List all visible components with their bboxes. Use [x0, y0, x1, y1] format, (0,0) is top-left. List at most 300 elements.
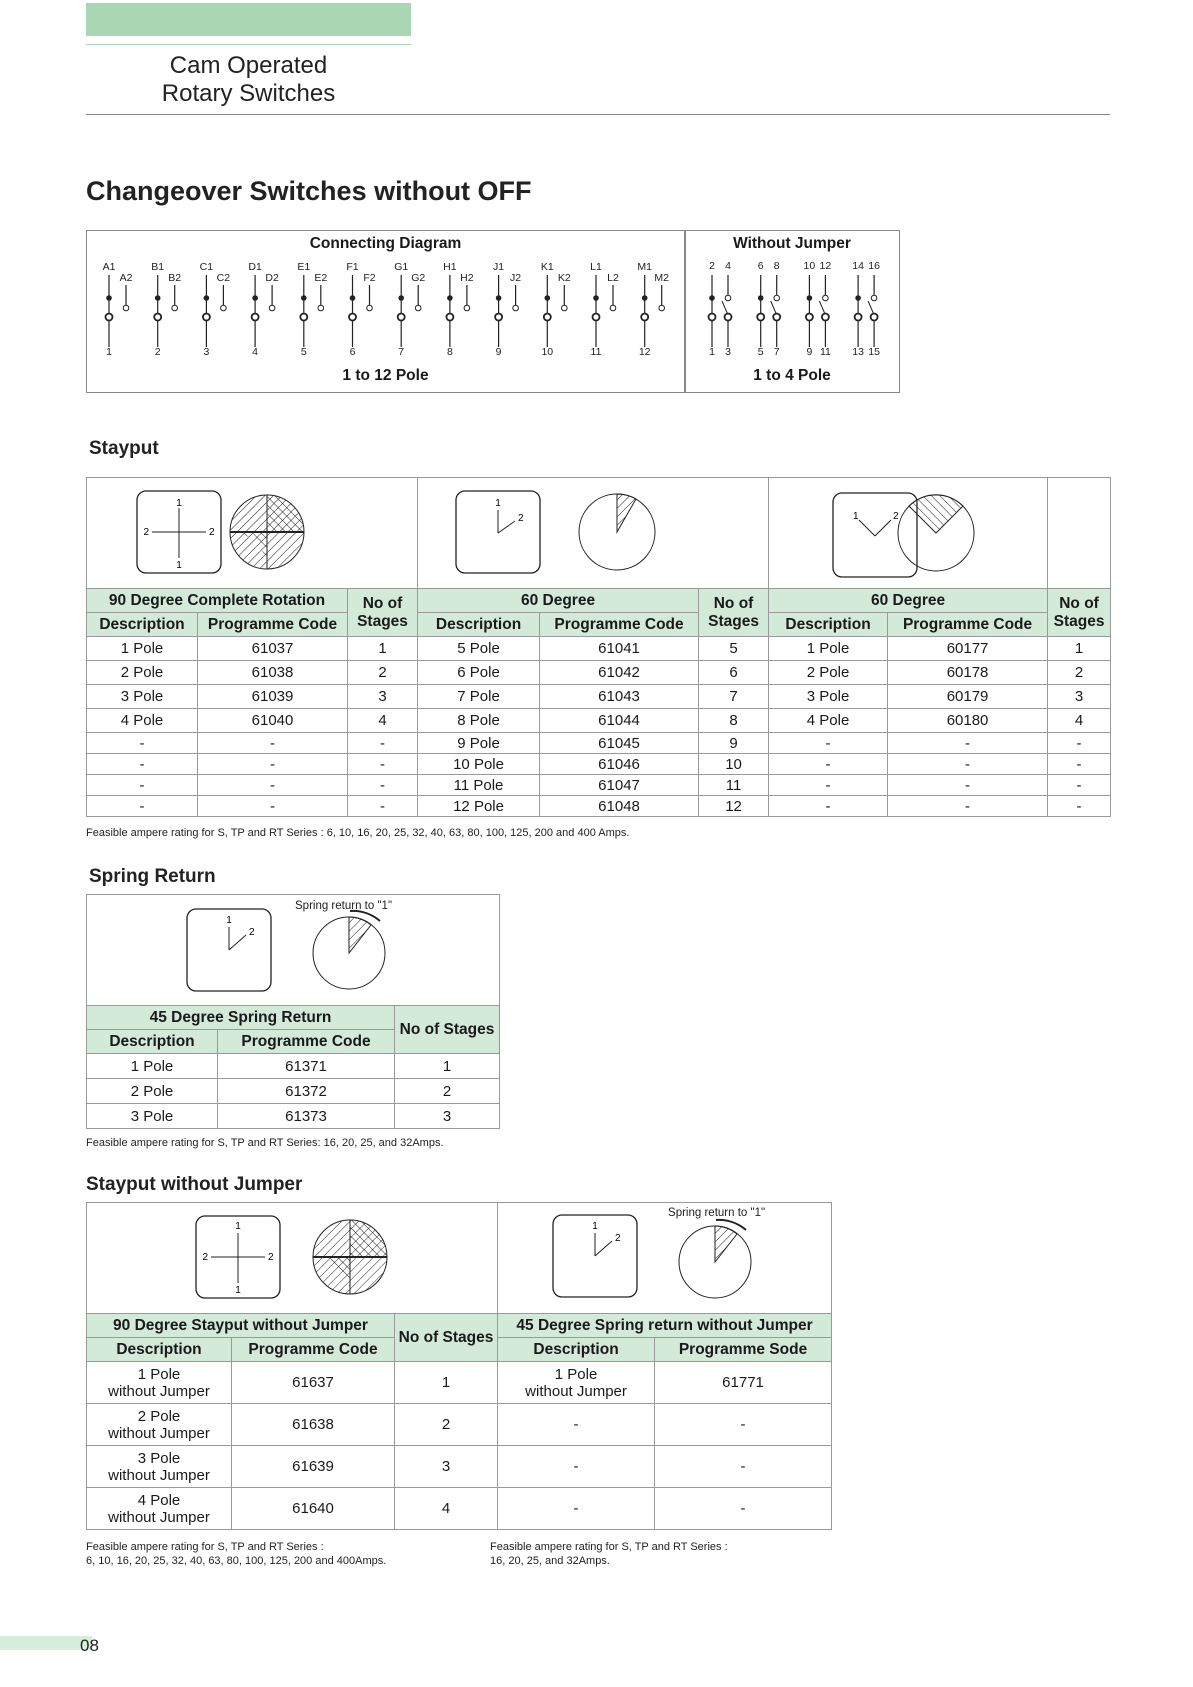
svg-text:1: 1	[176, 560, 182, 571]
description-cell: -	[769, 754, 888, 775]
terminal-label: E1	[297, 261, 311, 273]
programme-code-cell: 61372	[218, 1079, 395, 1104]
fixed-contact-dot	[252, 295, 258, 301]
spring-return-table	[86, 894, 500, 1129]
programme-code-cell: 61771	[655, 1362, 832, 1404]
terminal-circle	[446, 314, 453, 321]
description-cell: -	[769, 733, 888, 754]
terminal-label: D2	[265, 272, 279, 284]
page-number: 08	[80, 1636, 99, 1655]
stayput-without-jumper-table	[86, 1202, 832, 1530]
jumper-title: Without Jumper	[733, 235, 851, 252]
terminal-label: C2	[216, 272, 231, 284]
diagram-45-spring	[87, 895, 500, 1006]
terminal-label: E2	[314, 272, 328, 284]
svg-text:2: 2	[143, 527, 149, 538]
terminal-label: F2	[363, 272, 376, 284]
stages-cell: -	[1048, 754, 1111, 775]
col-code: Programme Code	[540, 613, 699, 637]
stages-cell: 3	[348, 685, 418, 709]
svg-text:1: 1	[853, 511, 859, 522]
description-cell	[87, 1404, 232, 1446]
group-title: 60 Degree	[418, 589, 699, 613]
svg-text:2: 2	[518, 513, 524, 524]
stayput-heading: Stayput	[89, 438, 159, 459]
group-title: 45 Degree Spring return without Jumper	[498, 1314, 832, 1338]
nojumper-note-1	[86, 1540, 386, 1568]
programme-code-cell: -	[198, 775, 348, 796]
table-row	[87, 685, 1111, 709]
open-contact	[269, 305, 275, 311]
spring-note: Feasible ampere rating for S, TP and RT Series: 16, 20, 25, and 32Amps.	[86, 1137, 444, 1149]
open-contact	[513, 305, 519, 311]
stages-cell: 4	[1048, 709, 1111, 733]
col-description: Description	[769, 613, 888, 637]
programme-code-cell: -	[888, 775, 1048, 796]
switch-contacts-diagram	[87, 231, 899, 392]
note-line: 16, 20, 25, and 32Amps.	[490, 1555, 610, 1567]
terminal-circle	[349, 314, 356, 321]
fixed-contact-dot	[447, 295, 453, 301]
svg-text:1: 1	[225, 915, 232, 926]
stages-cell: 1	[395, 1054, 500, 1079]
open-contact	[123, 305, 129, 311]
terminal-label: G1	[394, 261, 409, 273]
description-cell: 4 Pole	[769, 709, 888, 733]
fixed-contact-dot	[807, 295, 813, 301]
dial-spring-icon	[499, 1203, 831, 1309]
open-contact	[415, 305, 421, 311]
terminal-label: B2	[168, 272, 182, 284]
programme-code-cell: -	[888, 754, 1048, 775]
pole-number: 4	[252, 346, 259, 358]
terminal-label: 8	[773, 260, 780, 272]
desc-line: without Jumper	[525, 1382, 627, 1400]
col-code: Programme Code	[198, 613, 348, 637]
desc-line: -	[573, 1416, 579, 1433]
pole-number: 8	[446, 346, 453, 358]
svg-text:1: 1	[234, 1285, 241, 1296]
description-cell: 1 Pole	[87, 637, 198, 661]
open-contact	[464, 305, 470, 311]
svg-text:1: 1	[495, 498, 501, 509]
stages-cell: -	[348, 796, 418, 817]
jumper-subtitle: 1 to 4 Pole	[753, 367, 831, 384]
terminal-circle	[106, 314, 113, 321]
diagram-45-spring	[498, 1203, 832, 1314]
fixed-contact-dot	[496, 295, 502, 301]
terminal-label: J1	[493, 261, 505, 273]
open-contact	[725, 295, 731, 301]
pole-number: 11	[819, 346, 831, 358]
pole-number: 9	[806, 346, 813, 358]
header-divider	[86, 44, 411, 45]
terminal-label: M2	[654, 272, 669, 284]
note-line: Feasible ampere rating for S, TP and RT Series :	[490, 1541, 728, 1553]
description-cell: 1 Pole	[87, 1054, 218, 1079]
programme-code-cell: 61042	[540, 661, 699, 685]
pole-number: 12	[638, 346, 651, 358]
nojumper-heading: Stayput without Jumper	[86, 1174, 303, 1195]
table-row	[87, 775, 1111, 796]
col-stages: No of Stages	[395, 1314, 498, 1362]
description-cell: -	[87, 775, 198, 796]
fixed-contact-dot	[855, 295, 861, 301]
open-contact	[367, 305, 373, 311]
table-row	[87, 1362, 832, 1404]
diagram-60-degree-v	[769, 478, 1048, 589]
svg-text:1: 1	[591, 1221, 598, 1232]
dial-90-icon	[88, 1203, 497, 1309]
table-row	[87, 733, 1111, 754]
stages-cell: 3	[1048, 685, 1111, 709]
fixed-contact-dot	[106, 295, 112, 301]
desc-line: -	[573, 1500, 579, 1517]
svg-text:1: 1	[176, 498, 182, 509]
pole-number: 1	[709, 346, 715, 358]
stages-cell: 2	[348, 661, 418, 685]
connecting-diagram	[86, 230, 900, 393]
pole-number: 3	[725, 346, 731, 358]
pole-number: 7	[773, 346, 780, 358]
fixed-contact-dot	[301, 295, 307, 301]
terminal-label: G2	[411, 272, 426, 284]
section-title-line2: Rotary Switches	[161, 80, 336, 107]
description-cell: -	[87, 796, 198, 817]
terminal-label: 12	[819, 260, 832, 272]
pole-number: 3	[203, 346, 210, 358]
description-cell: 11 Pole	[418, 775, 540, 796]
stages-cell: -	[348, 775, 418, 796]
svg-text:2: 2	[209, 527, 215, 538]
open-contact	[659, 305, 665, 311]
programme-code-cell: 61038	[198, 661, 348, 685]
diagram-subtitle: 1 to 12 Pole	[342, 367, 429, 384]
description-cell	[498, 1404, 655, 1446]
programme-code-cell: 61048	[540, 796, 699, 817]
programme-code-cell: -	[655, 1446, 832, 1488]
svg-text:2: 2	[201, 1252, 208, 1263]
col-code: Programme Code	[888, 613, 1048, 637]
col-code: Programme Code	[232, 1338, 395, 1362]
table-row	[87, 1104, 500, 1129]
programme-code-cell: 61640	[232, 1488, 395, 1530]
terminal-circle	[806, 314, 813, 321]
terminal-label: L2	[607, 272, 619, 284]
desc-line: 2 Pole	[137, 1407, 181, 1425]
programme-code-cell: 61638	[232, 1404, 395, 1446]
pole-number: 2	[154, 346, 161, 358]
diagram-90-degree	[87, 478, 418, 589]
svg-text:2: 2	[893, 511, 899, 522]
description-cell: -	[87, 754, 198, 775]
programme-code-cell: 61045	[540, 733, 699, 754]
terminal-circle	[641, 314, 648, 321]
programme-code-cell: 60179	[888, 685, 1048, 709]
description-cell	[498, 1488, 655, 1530]
terminal-label: H2	[460, 272, 474, 284]
desc-line: 1 Pole	[554, 1365, 598, 1383]
header-rule	[86, 114, 1110, 115]
terminal-label: L1	[590, 261, 602, 273]
description-cell	[87, 1488, 232, 1530]
terminal-circle	[154, 314, 161, 321]
stages-cell: 6	[699, 661, 769, 685]
programme-code-cell: 61040	[198, 709, 348, 733]
pole-number: 5	[757, 346, 764, 358]
stages-cell: 10	[699, 754, 769, 775]
terminal-label: J2	[510, 272, 522, 284]
description-cell: -	[769, 775, 888, 796]
spring-heading: Spring Return	[89, 866, 216, 887]
open-contact	[172, 305, 178, 311]
stages-cell: 3	[395, 1104, 500, 1129]
programme-code-cell: 61373	[218, 1104, 395, 1129]
page-title: Changeover Switches without OFF	[86, 176, 532, 206]
pole-number: 13	[852, 346, 864, 358]
section-title-line1: Cam Operated	[169, 52, 328, 79]
programme-code-cell: 61046	[540, 754, 699, 775]
description-cell: 12 Pole	[418, 796, 540, 817]
programme-code-cell: 61044	[540, 709, 699, 733]
col-stages: No of Stages	[1048, 589, 1111, 637]
fixed-contact-dot	[642, 295, 648, 301]
dial-60-icon	[418, 478, 769, 584]
description-cell	[87, 1446, 232, 1488]
col-stages: No of Stages	[348, 589, 418, 637]
stages-cell: 4	[395, 1488, 498, 1530]
description-cell: 4 Pole	[87, 709, 198, 733]
table-row	[87, 796, 1111, 817]
desc-line: without Jumper	[108, 1466, 210, 1484]
programme-code-cell: 60177	[888, 637, 1048, 661]
open-contact	[774, 295, 780, 301]
description-cell: 3 Pole	[87, 1104, 218, 1129]
svg-text:1: 1	[234, 1221, 241, 1232]
programme-code-cell: -	[888, 733, 1048, 754]
terminal-circle	[544, 314, 551, 321]
terminal-label: F1	[346, 261, 359, 273]
table-row	[87, 1079, 500, 1104]
terminal-label: 16	[868, 260, 880, 272]
description-cell: 7 Pole	[418, 685, 540, 709]
description-cell: 5 Pole	[418, 637, 540, 661]
svg-text:2: 2	[248, 927, 255, 938]
open-contact	[562, 305, 568, 311]
col-code: Programme Code	[218, 1030, 395, 1054]
stages-cell: -	[348, 754, 418, 775]
table-row	[87, 709, 1111, 733]
description-cell: -	[769, 796, 888, 817]
col-stages: No of Stages	[395, 1006, 500, 1054]
terminal-label: 4	[725, 260, 731, 272]
programme-code-cell: 60178	[888, 661, 1048, 685]
programme-code-cell: -	[655, 1404, 832, 1446]
group-title: 45 Degree Spring Return	[87, 1006, 395, 1030]
programme-code-cell: 61637	[232, 1362, 395, 1404]
terminal-label: 10	[803, 260, 816, 272]
stages-cell: 9	[699, 733, 769, 754]
terminal-label: 6	[757, 260, 764, 272]
terminal-circle	[495, 314, 502, 321]
spring-label: Spring return to "1"	[295, 900, 393, 912]
table-row	[87, 1404, 832, 1446]
description-cell: 2 Pole	[87, 661, 198, 685]
pole-number: 9	[495, 346, 502, 358]
description-cell: 8 Pole	[418, 709, 540, 733]
stages-cell: 7	[699, 685, 769, 709]
stages-cell: -	[348, 733, 418, 754]
nojumper-note-2	[490, 1540, 728, 1568]
section-title	[86, 52, 411, 108]
stages-cell: 1	[348, 637, 418, 661]
table-row	[87, 1054, 500, 1079]
col-code: Programme Sode	[655, 1338, 832, 1362]
terminal-label: A2	[119, 272, 133, 284]
empty-cell	[1048, 478, 1111, 589]
terminal-label: K1	[540, 261, 554, 273]
group-title: 90 Degree Complete Rotation	[87, 589, 348, 613]
terminal-circle	[822, 314, 829, 321]
table-row	[87, 661, 1111, 685]
description-cell: 3 Pole	[769, 685, 888, 709]
pole-number: 7	[398, 346, 405, 358]
col-stages: No of Stages	[699, 589, 769, 637]
fixed-contact-dot	[398, 295, 404, 301]
terminal-label: D1	[248, 261, 262, 273]
description-cell	[498, 1362, 655, 1404]
open-contact	[871, 295, 877, 301]
terminal-circle	[593, 314, 600, 321]
pole-number: 10	[541, 346, 554, 358]
dial-90-icon	[87, 478, 418, 584]
open-contact	[318, 305, 324, 311]
description-cell: 6 Pole	[418, 661, 540, 685]
stayput-note: Feasible ampere rating for S, TP and RT Series : 6, 10, 16, 20, 25, 32, 40, 63, 80, 100, 125, 200 and 400 Amps.	[86, 827, 630, 839]
col-description: Description	[498, 1338, 655, 1362]
description-cell: 1 Pole	[769, 637, 888, 661]
programme-code-cell: -	[888, 796, 1048, 817]
col-description: Description	[87, 1338, 232, 1362]
open-contact	[610, 305, 616, 311]
stages-cell: 2	[395, 1404, 498, 1446]
fixed-contact-dot	[709, 295, 715, 301]
desc-line: 1 Pole	[137, 1365, 181, 1383]
dial-spring-icon	[88, 895, 499, 1001]
col-description: Description	[87, 613, 198, 637]
terminal-circle	[709, 314, 716, 321]
fixed-contact-dot	[155, 295, 161, 301]
terminal-label: C1	[199, 261, 214, 273]
svg-text:2: 2	[267, 1252, 274, 1263]
open-contact	[221, 305, 227, 311]
footer-bar	[0, 1636, 92, 1650]
col-description: Description	[87, 1030, 218, 1054]
terminal-circle	[725, 314, 732, 321]
stages-cell: 5	[699, 637, 769, 661]
fixed-contact-dot	[593, 295, 599, 301]
description-cell: 2 Pole	[87, 1079, 218, 1104]
stages-cell: 3	[395, 1446, 498, 1488]
diagram-60-degree	[418, 478, 769, 589]
desc-line: -	[573, 1458, 579, 1475]
stages-cell: -	[1048, 733, 1111, 754]
programme-code-cell: 61043	[540, 685, 699, 709]
programme-code-cell: 61037	[198, 637, 348, 661]
stages-cell: -	[1048, 796, 1111, 817]
programme-code-cell: 61371	[218, 1054, 395, 1079]
terminal-label: B1	[151, 261, 165, 273]
terminal-label: K2	[557, 272, 571, 284]
group-title: 60 Degree	[769, 589, 1048, 613]
stages-cell: 1	[1048, 637, 1111, 661]
pole-number: 11	[590, 346, 602, 358]
svg-text:2: 2	[614, 1233, 621, 1244]
description-cell: -	[87, 733, 198, 754]
pole-number: 15	[868, 346, 880, 358]
description-cell: 9 Pole	[418, 733, 540, 754]
description-cell: 2 Pole	[769, 661, 888, 685]
stages-cell: 4	[348, 709, 418, 733]
desc-line: 4 Pole	[137, 1491, 181, 1509]
terminal-label: A1	[102, 261, 116, 273]
table-row	[87, 1488, 832, 1530]
description-cell	[87, 1362, 232, 1404]
programme-code-cell: -	[198, 796, 348, 817]
note-line: Feasible ampere rating for S, TP and RT Series :	[86, 1541, 324, 1553]
table-row	[87, 637, 1111, 661]
terminal-circle	[757, 314, 764, 321]
terminal-circle	[773, 314, 780, 321]
stages-cell: 2	[1048, 661, 1111, 685]
terminal-circle	[871, 314, 878, 321]
desc-line: without Jumper	[108, 1424, 210, 1442]
pole-number: 1	[106, 346, 112, 358]
dial-60v-icon	[769, 478, 1047, 584]
fixed-contact-dot	[350, 295, 356, 301]
terminal-circle	[398, 314, 405, 321]
programme-code-cell: -	[198, 733, 348, 754]
note-line: 6, 10, 16, 20, 25, 32, 40, 63, 80, 100, 125, 200 and 400Amps.	[86, 1555, 387, 1567]
spring-label: Spring return to "1"	[668, 1207, 766, 1219]
terminal-circle	[855, 314, 862, 321]
programme-code-cell: -	[655, 1488, 832, 1530]
header-bar	[86, 3, 411, 36]
fixed-contact-dot	[204, 295, 210, 301]
diagram-title: Connecting Diagram	[309, 235, 462, 252]
desc-line: without Jumper	[108, 1508, 210, 1526]
description-cell: 3 Pole	[87, 685, 198, 709]
programme-code-cell: -	[198, 754, 348, 775]
stages-cell: -	[1048, 775, 1111, 796]
stages-cell: 11	[699, 775, 769, 796]
terminal-circle	[203, 314, 210, 321]
description-cell	[498, 1446, 655, 1488]
pole-number: 5	[300, 346, 307, 358]
programme-code-cell: 61041	[540, 637, 699, 661]
desc-line: without Jumper	[108, 1382, 210, 1400]
stayput-table	[86, 477, 1111, 817]
table-row	[87, 1446, 832, 1488]
desc-line: 3 Pole	[137, 1449, 181, 1467]
terminal-circle	[300, 314, 307, 321]
diagram-90-stayput	[87, 1203, 498, 1314]
group-title: 90 Degree Stayput without Jumper	[87, 1314, 395, 1338]
programme-code-cell: 61039	[198, 685, 348, 709]
programme-code-cell: 61047	[540, 775, 699, 796]
pole-number: 6	[349, 346, 356, 358]
terminal-label: H1	[443, 261, 457, 273]
